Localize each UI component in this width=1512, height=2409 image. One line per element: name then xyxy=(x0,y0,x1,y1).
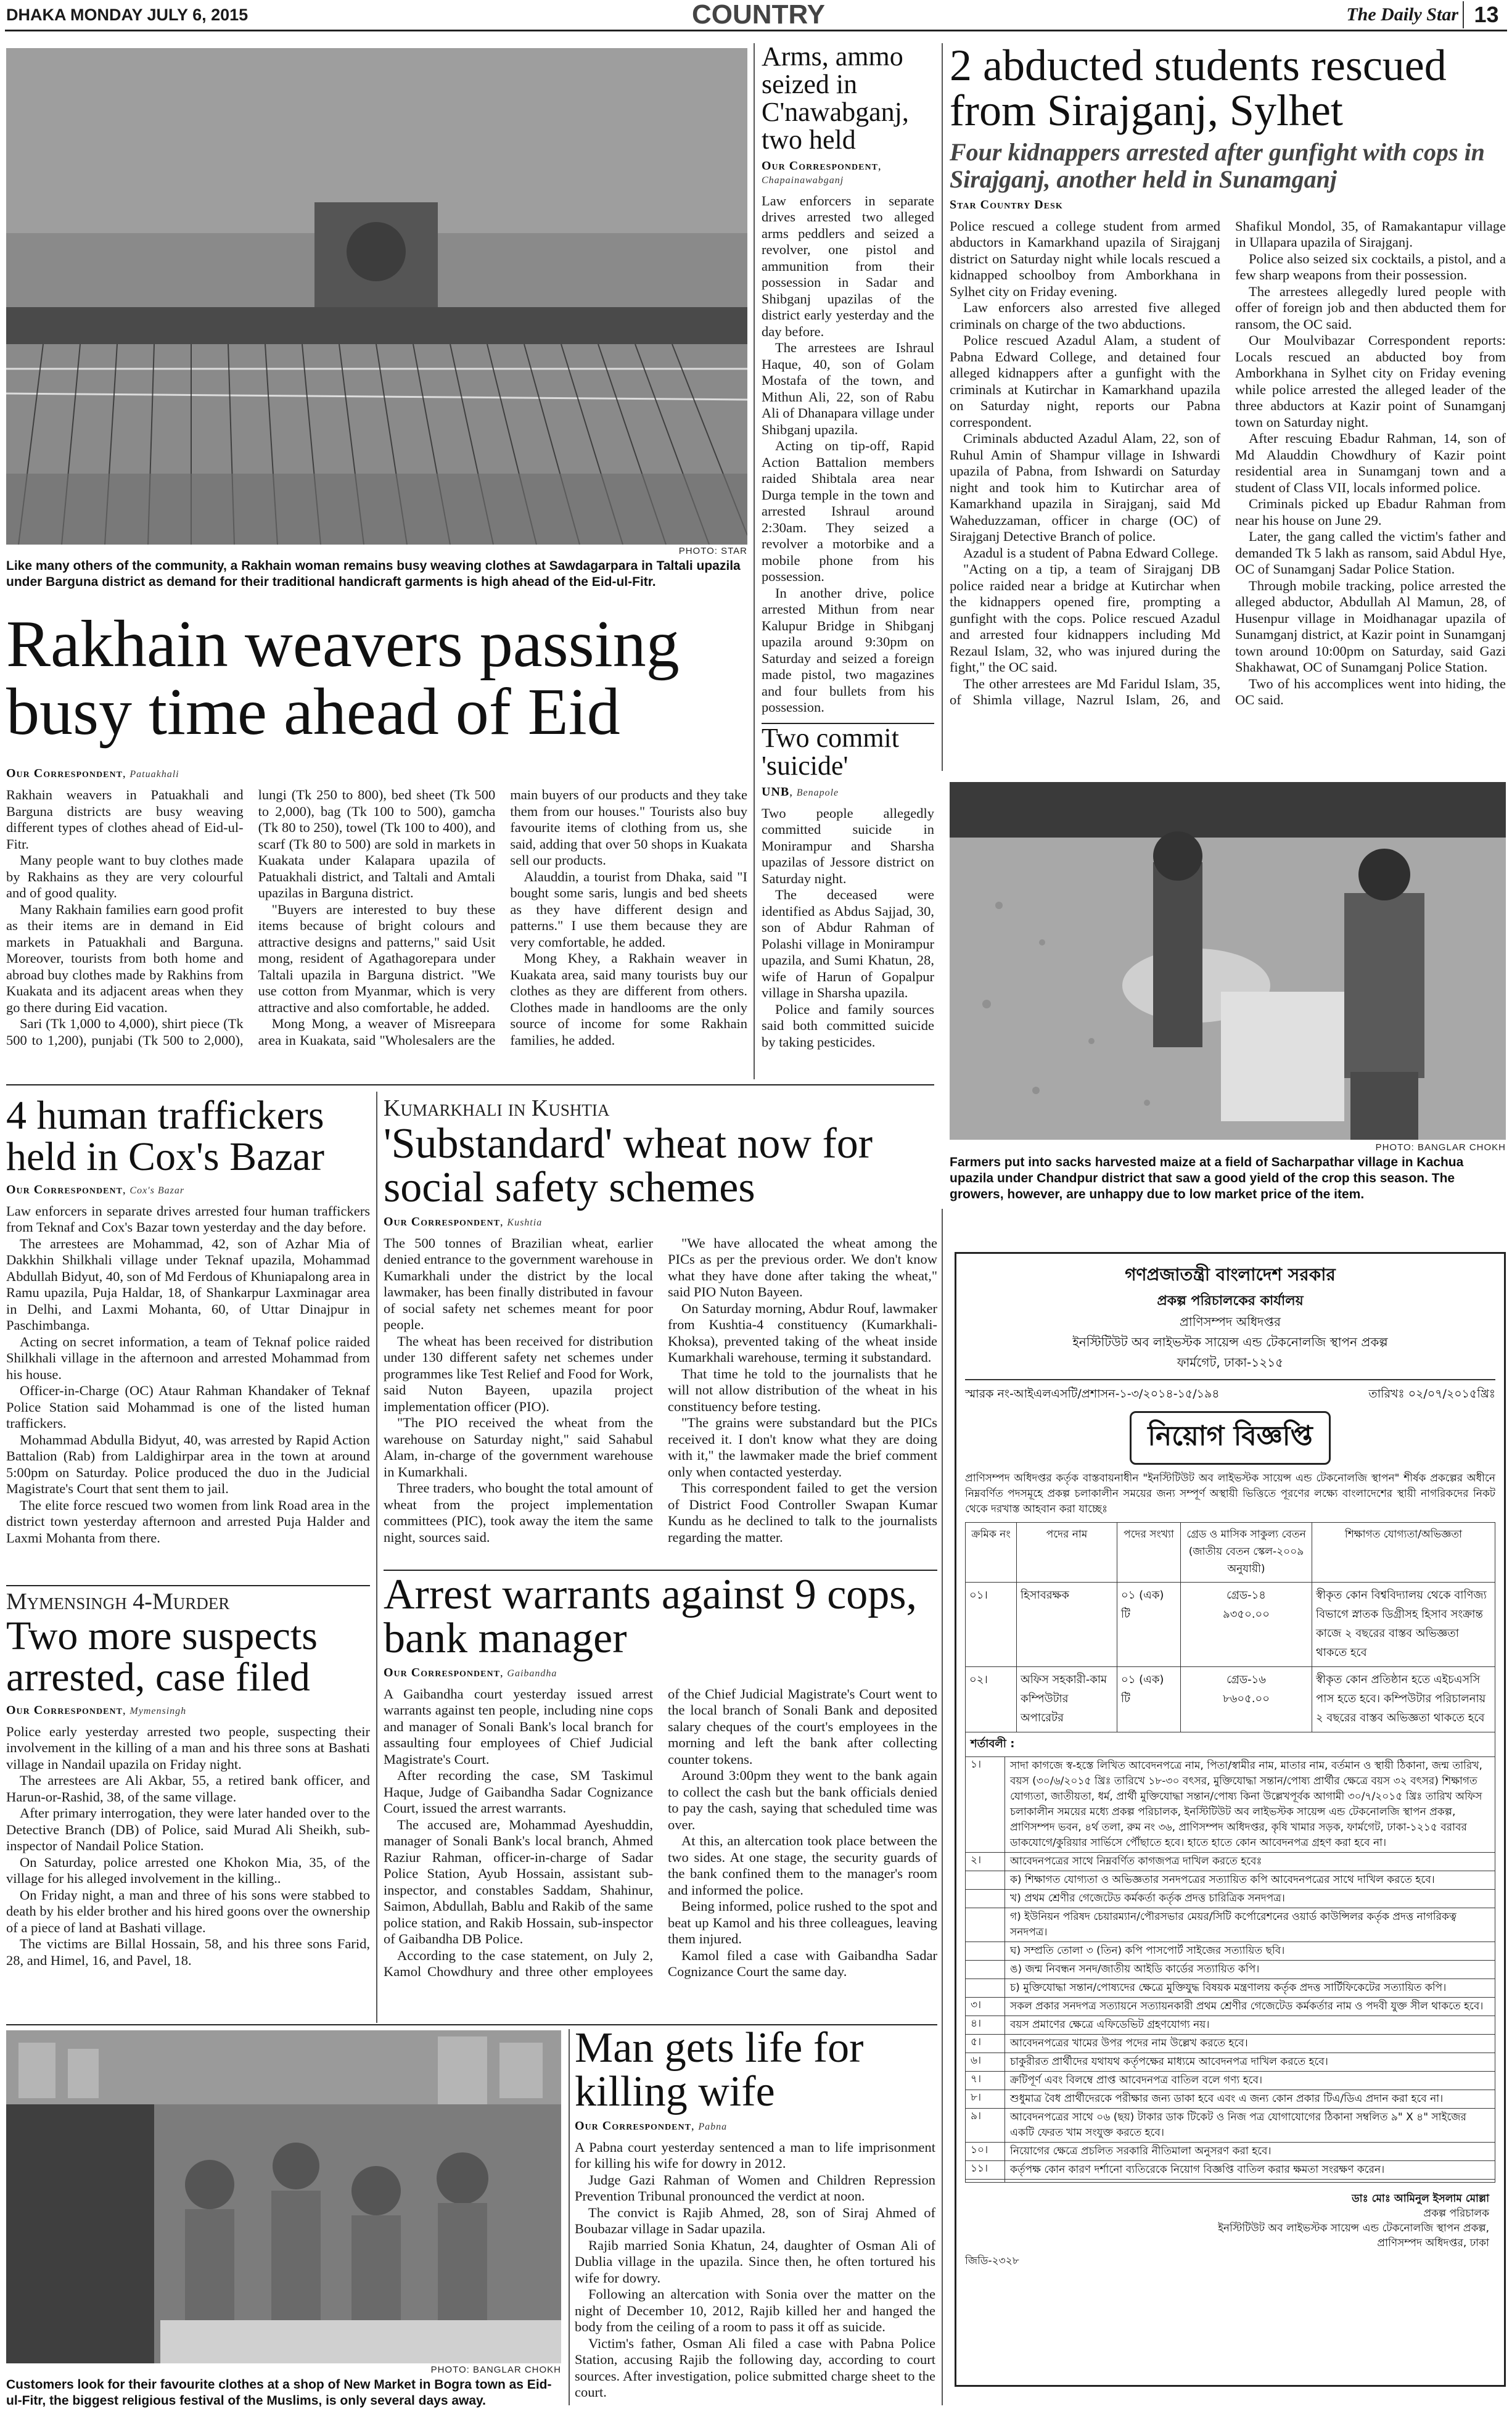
cell-serial: ০১। xyxy=(966,1583,1017,1667)
paragraph: Around 3:00pm they went to the bank again to collect the cash but the bank officials denied to pay the cash, saying that scheduled time was over. xyxy=(668,1768,937,1832)
condition-text: আবেদনপত্রের সাথে ০৬ (ছয়) টাকার ডাক টিকেট ও নিজ পত্র যোগাযোগের ঠিকানা সম্বলিত ৯" X ৪" সাইজের একটি ফেরত খাম সংযুক্ত করতে হবে। xyxy=(1005,2109,1495,2142)
traffickers-body xyxy=(6,1203,370,1547)
warrants-byline-place: Gaibandha xyxy=(507,1668,557,1679)
paragraph: Police rescued a college student from armed abductors in Kamarkhand upazila of Sirajganj district on Saturday night while locals rescued a kidnapped schoolboy from Amborkhana in Sylhet city on Friday evening. xyxy=(950,218,1220,299)
notice-address-line: ফার্মগেট, ঢাকা-১২১৫ xyxy=(1177,1355,1284,1370)
traffickers-headline: 4 human traffickers held in Cox's Bazar xyxy=(6,1095,324,1180)
condition-text: আবেদনপত্রের সাথে নিম্নবর্ণিত কাগজপত্র দাখিল করতে হবেঃ xyxy=(1005,1853,1495,1871)
condition-number: ৩। xyxy=(971,1999,982,2011)
mymensingh-byline-role: Our Correspondent xyxy=(6,1703,123,1717)
column-divider xyxy=(754,43,755,1079)
paragraph: Kamol filed a case with Gaibandha Sadar Cognizance Court the same day. xyxy=(668,1947,937,1980)
wheat-byline-role: Our Correspondent xyxy=(384,1214,500,1229)
pay-text: ৯৩৫০.০০ xyxy=(1223,1608,1270,1621)
suicide-story xyxy=(762,725,934,1076)
paragraph: Many Rakhain families earn good profit as their items are in demand in Eid markets in Patuakhali and Barguna. Moreover, tourists from both home and abroad buy clothes made by Rakhins from Kuakata and its adjacent areas when they go there during Eid vacation. xyxy=(6,901,244,1015)
condition-text: সকল প্রকার সনদপত্র সত্যায়নে সত্যায়নকারী প্রথম শ্রেণীর গেজেটেড কর্মকর্তার নাম ও পদবী যুক্ত সীল থাকতে হবে। xyxy=(1005,1998,1495,2016)
signature-title: প্রকল্প পরিচালক xyxy=(1423,2207,1489,2220)
abducted-headline: 2 abducted students rescued from Sirajganj, Sylhet xyxy=(950,43,1447,136)
paragraph: After primary interrogation, they were later handed over to the Detective Branch (DB) of Police, said Murad Ali Sheikh, sub-inspector of Nandail Police Station. xyxy=(6,1805,370,1854)
paragraph: Our Moulvibazar Correspondent reports: Locals rescued an abducted boy from Amborkhana in Sylhet city on Friday evening while police arrested the alleged leader of the three abductors at Kazir point of Sunamganj town on Saturday night. xyxy=(1235,332,1506,430)
paragraph: The 500 tonnes of Brazilian wheat, earlier denied entrance to the government warehouse in Kumarkhali under the district by the local lawmaker, has been finally distributed in favour of social safety net schemes meant for poor people. xyxy=(384,1235,653,1333)
condition-text: ক) শিক্ষাগত যোগ্যতা ও অভিজ্ঞতার সনদপত্রের সত্যায়িত কপি আবেদনপত্রের সাথে দাখিল করতে হবে। xyxy=(1005,1871,1495,1889)
rakhain-byline-place: Patuakhali xyxy=(129,769,179,780)
condition-row xyxy=(966,1960,1495,1979)
col-serial: ক্রমিক নং xyxy=(966,1523,1017,1583)
rakhain-byline: Our Correspondent, Patuakhali xyxy=(6,767,179,780)
table-header-row xyxy=(966,1523,1495,1583)
condition-number xyxy=(966,1942,1005,1960)
paragraph: Being informed, police rushed to the spot and beat up Kamol and his three colleagues, leaving them injured. xyxy=(668,1898,937,1947)
column-divider xyxy=(942,1209,943,2405)
cell-grade xyxy=(1181,1583,1312,1667)
rakhain-body xyxy=(6,787,747,1064)
conditions-heading: শর্তাবলী : xyxy=(971,1737,1015,1750)
condition-number: ১। xyxy=(971,1758,982,1771)
condition-number xyxy=(966,1961,1005,1979)
paragraph: Acting on secret information, a team of Teknaf police raided Shilkhali village in the afternoon and arrested Mohammad from his house. xyxy=(6,1333,370,1382)
paragraph: Police also seized six cocktails, a pistol, and a few sharp weapons from their possession. xyxy=(1235,250,1506,283)
paragraph: The elite force rescued two women from link Road area in the district town yesterday afternoon and arrested Puja Halder and Laxmi Mohanta from there. xyxy=(6,1497,370,1546)
weaver-photo xyxy=(6,48,747,545)
paragraph: Azadul is a student of Pabna Edward College. xyxy=(963,545,1218,561)
paragraph: Mong Mong, a weaver of Misreepara area in Kuakata, said "Wholesalers are the main buyers of our products and they take them from our houses." Tourists also buy favourite items of clothing from us, she said, adding that over 50 shops in Kuakata sell our products. xyxy=(258,787,747,1048)
notice-office-line: প্রকল্প পরিচালকের কার্যালয় xyxy=(1157,1293,1304,1309)
notice-signature xyxy=(965,2191,1495,2250)
paragraph: The victims are Billal Hossain, 58, and his three sons Farid, 28, and Himel, 16, and Pavel, 18. xyxy=(6,1936,370,1968)
mymensingh-story xyxy=(6,1588,370,2038)
condition-row xyxy=(966,2071,1495,2090)
paragraph: A Gaibandha court yesterday issued arrest warrants against ten people, including nine cops and manager of Sonali Bank's local branch for assaulting four employees of Chief Judicial Magistrate's Court. xyxy=(384,1686,653,1767)
paragraph: Law enforcers in separate drives arrested two alleged arms peddlers and seized a revolver, one pistol and ammunition from their possession in Sadar and Shibganj upazilas of the district early yesterday and the day before. xyxy=(762,192,934,339)
condition-row xyxy=(966,2016,1495,2034)
paragraph: On Friday night, a man and three of his sons were stabbed to death by his elder brother and his hired goons over the ownership of a piece of land at Bashati village. xyxy=(6,1887,370,1935)
paragraph: Criminals abducted Azadul Alam, 22, son of Ruhul Amin of Shampur village in Ishwardi upazila of Pabna, from Ishwardi on Saturday night and took him to Kutirchar area of Kamarkhand upazila in Sirajganj, said Md Waheduzzaman, officer in charge (OC) of Sirajganj Detective Branch of police. xyxy=(950,430,1220,545)
signature-dept: প্রাণিসম্পদ অধিদপ্তর, ঢাকা xyxy=(1377,2237,1489,2249)
paragraph: Criminals picked up Ebadur Rahman from near his house on June 29. xyxy=(1235,496,1506,528)
traffickers-byline: Our Correspondent, Cox's Bazar xyxy=(6,1182,185,1196)
dateline: DHAKA MONDAY JULY 6, 2015 xyxy=(6,6,249,24)
traffickers-byline-role: Our Correspondent xyxy=(6,1182,123,1196)
cell-count: ০১ (এক) টি xyxy=(1117,1667,1181,1732)
paragraph: Police rescued Azadul Alam, a student of Pabna Edward College, and detained four alleged kidnappers after a gunfight with the criminals at Kutirchar in Kamarkhand upazila on Saturday night, reports our Pabna correspondent. xyxy=(950,332,1220,430)
page-number: 13 xyxy=(1463,1,1509,28)
rakhain-byline-role: Our Correspondent xyxy=(6,767,123,780)
condition-number: ৭। xyxy=(971,2073,982,2085)
cell-serial: ০২। xyxy=(966,1667,1017,1732)
wheat-byline-place: Kushtia xyxy=(507,1217,543,1228)
grade-text: গ্রেড-১৪ xyxy=(1226,1589,1266,1602)
wheat-headline: 'Substandard' wheat now for social safety schemes xyxy=(384,1120,873,1212)
condition-row xyxy=(966,2034,1495,2053)
wife-headline: Man gets life for killing wife xyxy=(575,2026,864,2116)
notice-memo-row xyxy=(965,1385,1495,1405)
condition-row xyxy=(966,1979,1495,1997)
paragraph: Many people want to buy clothes made by Rakhains as they are very colourful and of good quality. xyxy=(6,852,244,900)
maize-photo-caption: Farmers put into sacks harvested maize at a field of Sacharpathar village in Kachua upazila under Chandpur district that saw a good yield of the crop this season. The growers, however, are unhappy due to low market price of the item. xyxy=(950,1155,1464,1201)
condition-row xyxy=(966,2053,1495,2071)
mymensingh-kicker: Mymensingh 4-Murder xyxy=(6,1589,230,1615)
paragraph: According to the case statement, on July 2, Kamol Chowdhury and three other employees of the Chief Judicial Magistrate's Court went to the local branch of Sonali Bank and deposited salary cheques of the court's employees in the morning and left the bank after collecting counter tokens. xyxy=(384,1686,937,1980)
condition-number xyxy=(966,1871,1005,1889)
abducted-body xyxy=(950,218,1506,749)
suicide-body xyxy=(762,805,934,1051)
column-divider xyxy=(569,2029,570,2405)
paragraph: "We have allocated the wheat among the PICs as per the previous order. We don't know what they have done after taking the wheat," said PIO Nuton Bayeen. xyxy=(668,1235,937,1300)
masthead: The Daily Star xyxy=(1346,4,1458,25)
col-grade: গ্রেড ও মাসিক সাকুল্য বেতন (জাতীয় বেতন স্কেল-২০০৯ অনুযায়ী) xyxy=(1181,1523,1312,1583)
condition-text: চাকুরীরত প্রার্থীদের যথাযথ কর্তৃপক্ষের মাধ্যমে আবেদনপত্র দাখিল করতে হবে। xyxy=(1005,2053,1495,2071)
condition-number: ৯। xyxy=(971,2110,982,2122)
rakhain-story xyxy=(6,767,747,1075)
paragraph: Acting on tip-off, Rapid Action Battalion members raided Shibtala area near Durga temple in the town and arrested Ishraul around 2:30am. They seized a revolver a motorbike and a mobile phone from his possession. xyxy=(762,438,934,584)
section-separator xyxy=(6,1084,934,1085)
paragraph: Through mobile tracking, police arrested the alleged abductor, Abdullah Al Mamun, 28, of Husenpur village in Moidhanagar upazila of Sunamganj district, at Kazir point in Sunamganj town around 10:00pm on Saturday, said Gazi Shakhawat, OC of Sunamganj Police Station. xyxy=(1235,577,1506,675)
condition-text: গ) ইউনিয়ন পরিষদ চেয়ারম্যান/পৌরসভার মেয়র/সিটি কর্পোরেশনের ওয়ার্ড কাউন্সিলর কর্তৃক প্রদত্ত নাগরিকত্ব সনদপত্র। xyxy=(1005,1908,1495,1942)
market-photo-caption: Customers look for their favourite clothes at a shop of New Market in Bogra town as Eid-ul-Fitr, the biggest religious festival of the Muslims, is only several days away. xyxy=(6,2378,552,2408)
condition-row xyxy=(966,1908,1495,1942)
traffickers-separator xyxy=(6,1585,370,1586)
column-divider xyxy=(942,43,943,771)
condition-text: বয়স প্রমাণের ক্ষেত্রে এফিডেভিট গ্রহণযোগ্য নয়। xyxy=(1005,2016,1495,2034)
paragraph: Sari (Tk 1,000 to 4,000), shirt piece (Tk 500 to 1,200), punjabi (Tk 500 to 2,000), lungi (Tk 250 to 800), bed sheet (Tk 500 to 2,000), bag (Tk 100 to 500), gamcha (Tk 80 to 250), towel (Tk 100 to 400), and scarf (Tk 80 to 500) are sold in markets in Kuakata under Kalapara upazila of Patuakhali district, and Taltali and Amtali upazilas in Barguna district. xyxy=(6,787,496,1048)
paragraph: Police early yesterday arrested two people, suspecting their involvement in the killing of a man and his three sons at Bashati village in Nandail upazila on Friday night. xyxy=(6,1723,370,1772)
suicide-byline-role: UNB xyxy=(762,784,790,799)
condition-number xyxy=(966,1908,1005,1942)
wheat-byline: Our Correspondent, Kushtia xyxy=(384,1214,543,1229)
suicide-headline: Two commit 'suicide' xyxy=(762,725,900,781)
condition-number: ২। xyxy=(971,1854,982,1866)
traffickers-byline-place: Cox's Bazar xyxy=(129,1185,185,1196)
wheat-story xyxy=(384,1095,937,1570)
cell-post: অফিস সহকারী-কাম কম্পিউটার অপারেটর xyxy=(1017,1667,1117,1732)
paragraph: On Saturday morning, Abdur Rouf, lawmaker from Kushtia-4 constituency (Kumarkhali-Khoksa), prevented taking of the wheat inside Kumarkhali warehouse, terming it substandard. xyxy=(668,1300,937,1365)
condition-text: আবেদনপত্রের খামের উপর পদের নাম উল্লেখ করতে হবে। xyxy=(1005,2035,1495,2053)
suicide-byline-place: Benapole xyxy=(796,787,839,798)
arms-byline-role: Our Correspondent xyxy=(762,159,878,173)
wife-byline: Our Correspondent, Pabna xyxy=(575,2119,728,2133)
paragraph: Law enforcers also arrested five alleged criminals on charge of the two abductions. xyxy=(950,300,1220,332)
condition-text xyxy=(1005,2180,1495,2182)
paragraph: Two of his accomplices went into hiding, the OC said. xyxy=(1235,675,1506,708)
market-photo-credit: PHOTO: BANGLAR CHOKH xyxy=(430,2365,561,2375)
condition-row xyxy=(966,1942,1495,1960)
wife-byline-place: Pabna xyxy=(698,2121,728,2132)
notice-code: জিডি-২৩২৮ xyxy=(965,2255,1019,2267)
paragraph: After recording the case, SM Taskimul Haque, Judge of Gaibandha Sadar Cognizance Court, issued the arrest warrants. xyxy=(384,1768,653,1816)
col-post: পদের নাম xyxy=(1017,1523,1117,1583)
col-count: পদের সংখ্যা xyxy=(1117,1523,1181,1583)
signature-project: ইনস্টিটিউট অব লাইভস্টক সায়েন্স এন্ড টেকনোলজি স্থাপন প্রকল্প, xyxy=(1218,2222,1489,2234)
paragraph: That time he told to the journalists that he will not allow distribution of the wheat in his constituency before testing. xyxy=(668,1365,937,1414)
notice-conditions xyxy=(965,1732,1495,2183)
wheat-kicker: Kumarkhali in Kushtia xyxy=(384,1095,610,1121)
condition-row xyxy=(966,2090,1495,2108)
paragraph: In another drive, police arrested Mithun from near Kalupur Bridge in Shibganj upazila around 9:30pm on Saturday and seized a foreign made pistol, two magazines and four bullets from his possession. xyxy=(762,585,934,715)
notice-memo: স্মারক নং-আইএলএসটি/প্রশাসন-১-৩/২০১৪-১৫/১৯৪ xyxy=(965,1387,1220,1401)
paragraph: The deceased were identified as Abdus Sajjad, 30, son of Abdur Rahman of Polashi village in Monirampur upazila, and Sumi Khatun, 28, wife of Harun of Gopalpur village in Sharsha upazila. xyxy=(762,887,934,1001)
mymensingh-byline: Our Correspondent, Mymensingh xyxy=(6,1703,187,1717)
warrants-body xyxy=(384,1686,937,2007)
condition-row xyxy=(966,1871,1495,1889)
abducted-byline-role: Star Country Desk xyxy=(950,197,1063,212)
notice-posts-table xyxy=(965,1522,1495,1732)
traffickers-story xyxy=(6,1095,370,1582)
mymensingh-byline-place: Mymensingh xyxy=(129,1705,187,1716)
paragraph: Two people allegedly committed suicide in Monirampur and Sharsha upazilas of Jessore district on Saturday night. xyxy=(762,805,934,886)
cell-qualification: স্বীকৃত কোন বিশ্ববিদ্যালয় থেকে বাণিজ্য বিভাগে স্নাতক ডিগ্রীসহ হিসাব সংক্রান্ত কাজে ২ বছরের বাস্তব অভিজ্ঞতা থাকতে হবে xyxy=(1312,1583,1495,1667)
warrants-byline: Our Correspondent, Gaibandha xyxy=(384,1665,557,1679)
paragraph: A Pabna court yesterday sentenced a man to life imprisonment for killing his wife for dowry in 2012. xyxy=(575,2139,935,2172)
cell-count: ০১ (এক) টি xyxy=(1117,1583,1181,1667)
condition-row xyxy=(966,2160,1495,2179)
weaver-photo-credit: PHOTO: STAR xyxy=(678,546,747,556)
paragraph: Following an altercation with Sonia over the matter on the night of December 10, 2012, Rajib killed her and hanged the body from the ceiling of a room to pass it off as suicide. xyxy=(575,2286,935,2335)
condition-number xyxy=(966,2180,1005,2182)
wife-story xyxy=(575,2026,935,2408)
paragraph: On Saturday, police arrested one Khokon Mia, 35, of the village for his alleged involvement in the killing.. xyxy=(6,1854,370,1887)
column-divider xyxy=(376,1092,377,2023)
notice-title-wrap xyxy=(965,1411,1495,1465)
condition-text: ক্রটিপূর্ণ এবং বিলম্বে প্রাপ্ত আবেদনপত্র বাতিল বলে গণ্য হবে। xyxy=(1005,2072,1495,2090)
abducted-story xyxy=(950,43,1506,771)
condition-number: ৫। xyxy=(971,2036,982,2048)
paragraph: Mong Khey, a Rakhain weaver in Kuakata area, said many tourists buy our clothes as they are different from others. Clothes made in handlooms are the only source of income for some Rakhain families, he added. xyxy=(510,950,747,1048)
condition-number: ১০। xyxy=(971,2144,988,2156)
paragraph: The accused are, Mohammad Ayeshuddin, manager of Sonali Bank's local branch, Ahmed Raziur Rahman, officer-in-charge of Sadar Police Station, Ayub Hossain, assistant sub-inspector, and constables Saddam, Shahinur, Saimon, Abdullah, Bablu and Rakib of the same police station, and Rakib Hossain, sub-inspector of Gaibandha DB Police. xyxy=(384,1816,653,1947)
condition-row xyxy=(966,1852,1495,1871)
cell-post: হিসাবরক্ষক xyxy=(1017,1583,1117,1667)
condition-text: ঙ) জন্ম নিবন্ধন সনদ/জাতীয় আইডি কার্ডের সত্যায়িত কপি। xyxy=(1005,1961,1495,1979)
paragraph: Judge Gazi Rahman of Women and Children Repression Prevention Tribunal pronounced the verdict at noon. xyxy=(575,2172,935,2204)
paragraph: The other arrestees are Md Faridul Islam, 35, of Shimla village, Nazrul Islam, 26, and Shafikul Mondol, 35, of Ramakantapur village in Ullapara upazila of Sirajganj. xyxy=(950,218,1506,708)
notice-govt-line: গণপ্রজাতন্ত্রী বাংলাদেশ সরকার xyxy=(1125,1264,1336,1285)
grade-text: গ্রেড-১৬ xyxy=(1226,1673,1266,1686)
notice-date: তারিখঃ ০২/০৭/২০১৫খ্রিঃ xyxy=(1368,1387,1495,1401)
notice-header xyxy=(965,1261,1495,1380)
paragraph: Rakhain weavers in Patuakhali and Barguna districts are busy weaving different types of clothes ahead of Eid-ul-Fitr. xyxy=(6,787,244,852)
maize-photo-illustration xyxy=(950,782,1506,1140)
notice-project-line: ইনস্টিটিউট অব লাইভস্টক সায়েন্স এন্ড টেকনোলজি স্থাপন প্রকল্প xyxy=(1072,1335,1388,1349)
warrants-story xyxy=(384,1573,937,2017)
table-row xyxy=(966,1583,1495,1667)
paragraph: "Acting on a tip, a team of Sirajganj DB police raided near a bridge at Kutirchar when the kidnappers opened fire, prompting a gunfight with the cops. Police rescued Azadul and arrested four kidnappers including Md Rezaul Islam, 32, who was injured during the fight," the OC said. xyxy=(950,561,1220,675)
condition-row xyxy=(966,2108,1495,2142)
condition-number: ৬। xyxy=(971,2054,982,2067)
suicide-byline: UNB, Benapole xyxy=(762,784,839,799)
paragraph: Police and family sources said both committed suicide by taking pesticides. xyxy=(762,1001,934,1050)
paragraph: "The grains were substandard but the PICs received it. I don't know what they are doing with it," the lawmaker made the brief comment only when contacted yesterday. xyxy=(668,1415,937,1480)
rakhain-headline: Rakhain weavers passing busy time ahead of Eid xyxy=(6,611,680,749)
wife-body xyxy=(575,2139,935,2401)
paragraph: The arrestees are Mohammad, 42, son of Azhar Mia of Dakkhin Shilkhali village under Teknaf upazila, Mohammad Abdullah Bidyut, 40, son of Md Ferdous of Khuniapalong area in Ramu upazila, Puja Haldar, 18, of Shankarpur Laxminagar area in Delhi, and Laxmi Mohanta, 60, of Uttar Dinajpur in Paschimbanga. xyxy=(6,1235,370,1333)
condition-number xyxy=(966,1979,1005,1997)
paragraph: Officer-in-Charge (OC) Ataur Rahman Khandaker of Teknaf Police Station said Mohammad is one of the listed human traffickers. xyxy=(6,1383,370,1431)
condition-number: ৮। xyxy=(971,2091,982,2104)
section-label: COUNTRY xyxy=(692,0,825,30)
condition-row xyxy=(966,1997,1495,2016)
arms-byline: Our Correspondent, Chapainawabganj xyxy=(762,159,882,186)
paragraph: Later, the gang called the victim's father and demanded Tk 5 lakh as ransom, said Abdul Hye, OC of Sunamganj Sadar Police Station. xyxy=(1235,529,1506,577)
condition-number xyxy=(966,1890,1005,1908)
paragraph: Victim's father, Osman Ali filed a case with Pabna Police Station, accusing Rajib the following day, according to court sources. After investigation, police submitted charge sheet to the court. xyxy=(575,2335,935,2400)
abducted-byline xyxy=(950,198,1506,212)
paragraph: Mohammad Abdulla Bidyut, 40, was arrested by Rapid Action Battalion (Rab) from Laldighirpar area in the town at around 5:00pm on Saturday. Police produced the duo in the Judicial Magistrate's Court that sent them to jail. xyxy=(6,1431,370,1497)
paragraph: After rescuing Ebadur Rahman, 14, son of Md Alauddin Chowdhury of Kazir point residential area in Sunamganj town and a student of Class VII, locals informed police. xyxy=(1235,430,1506,495)
paragraph: The convict is Rajib Ahmed, 28, son of Siraj Ahmed of Boubazar village in Sadar upazila. xyxy=(575,2204,935,2237)
mymensingh-headline: Two more suspects arrested, case filed xyxy=(6,1613,318,1700)
mymensingh-body xyxy=(6,1724,370,1969)
weaver-photo-caption: Like many others of the community, a Rakhain woman remains busy weaving clothes at Sawdagarpara in Taltali upazila under Barguna district as demand for their traditional handicraft garments is high ahead of the Eid-ul-Fitr. xyxy=(6,559,741,589)
maize-photo-credit: PHOTO: BANGLAR CHOKH xyxy=(1375,1142,1506,1153)
condition-row xyxy=(966,1756,1495,1852)
notice-dept-line: প্রাণিসম্পদ অধিদপ্তর xyxy=(1180,1314,1281,1329)
notice-title: নিয়োগ বিজ্ঞপ্তি xyxy=(1130,1411,1330,1465)
paragraph: The wheat has been received for distribution under 130 different safety net schemes under programmes like Test Relief and Food for Work, said Nuton Bayeen, upazila project implementation officer (PIO). xyxy=(384,1333,653,1414)
header-rule xyxy=(5,30,1507,31)
cell-qualification: স্বীকৃত কোন প্রতিষ্ঠান হতে এইচএসসি পাস হতে হবে। কম্পিউটার পরিচালনায় ২ বছরের বাস্তব অভিজ্ঞতা থাকতে হবে xyxy=(1312,1667,1495,1732)
paragraph: Rajib married Sonia Khatun, 24, daughter of Osman Ali of Dublia village in the upazila. Since then, he often tortured his wife for dowry. xyxy=(575,2237,935,2286)
condition-text: খ) প্রথম শ্রেণীর গেজেটেড কর্মকর্তা কর্তৃক প্রদত্ত চারিত্রিক সনদপত্র। xyxy=(1005,1890,1495,1908)
paragraph: Law enforcers in separate drives arrested four human traffickers from Teknaf and Cox's Bazar town yesterday and the day before. xyxy=(6,1203,370,1235)
weaver-photo-illustration xyxy=(6,48,747,545)
condition-text: চ) মুক্তিযোদ্ধা সন্তান/পোষ্যদের ক্ষেত্রে মুক্তিযুদ্ধ বিষয়ক মন্ত্রণালয় কর্তৃক প্রদত্ত সার্টিফিকেটের সত্যায়িত কপি। xyxy=(1005,1979,1495,1997)
wheat-separator xyxy=(384,1570,937,1571)
paragraph: "The PIO received the wheat from the warehouse on Saturday night," said Sahabul Alam, in-charge of the government warehouse in Kumarkhali. xyxy=(384,1415,653,1480)
paragraph: Three traders, who bought the total amount of wheat from the project implementation committees (PIC), took away the item the same night, sources said. xyxy=(384,1480,653,1545)
condition-text: নিয়োগের ক্ষেত্রে প্রচলিত সরকারি নীতিমালা অনুসরণ করা হবে। xyxy=(1005,2143,1495,2160)
cell-grade xyxy=(1181,1667,1312,1732)
signature-name: ডাঃ মোঃ আমিনুল ইসলাম মোল্লা xyxy=(1352,2193,1489,2205)
arms-byline-place: Chapainawabganj xyxy=(762,175,844,186)
market-photo-illustration xyxy=(6,2030,561,2363)
paragraph: The arrestees are Ishraul Haque, 40, son of Golam Mostafa of the town, and Mithun Ali, 22, son of Rabu Ali of Dhanapara village under Shibganj upazila. xyxy=(762,340,934,437)
condition-text: সাদা কাগজে স্ব-হস্তে লিখিত আবেদনপত্রে নাম, পিতা/স্বামীর নাম, মাতার নাম, বর্তমান ও স্থায়ী ঠিকানা, জন্ম তারিখ, বয়স (৩০/৬/২০১৫ খ্রিঃ তারিখে ১৮-৩০ বৎসর, মুক্তিযোদ্ধা সন্তান/পোষ্য প্রার্থীর ক্ষেত্রে বয়স ৩২ বৎসর) শিক্ষাগত যোগ্যতা, জাতীয়তা, ধর্ম, প্রার্থী মুক্তিযোদ্ধা সন্তান/পোষ্য কিনা উল্লেখপূর্বক আগামী ৩০/৭/২০১৫ খ্রিঃ তারিখ অফিস চলাকালীন সময়ের মধ্যে প্রকল্প পরিচালক, ইনস্টিটিউট অব লাইভস্টক সায়েন্স এন্ড টেকনোলজি স্থাপন প্রকল্প, প্রাণিসম্পদ ভবন, ৪র্থ তলা, রুম নং ৩৬, প্রাণিসম্পদ অধিদপ্তর, কৃষি খামার সড়ক, ফার্মগেট, ঢাকা-১২১৫ বরাবর ডাকযোগে/কুরিয়ার সার্ভিসে পৌঁছাতে হবে। হাতে হাতে কোন আবেদনপত্র গ্রহণ করা হবে না। xyxy=(1005,1757,1495,1852)
table-row xyxy=(966,1667,1495,1732)
paragraph: Alauddin, a tourist from Dhaka, said "I bought some saris, lungis and bed sheets as they have different design and patterns." I use them because they are very comfortable, he added. xyxy=(510,868,747,950)
condition-number: ৪। xyxy=(971,2017,982,2030)
notice-intro: প্রাণিসম্পদ অধিদপ্তর কর্তৃক বাস্তবায়নাধীন "ইনস্টিটিউট অব লাইভস্টক সায়েন্স এন্ড টেকনোলজি স্থাপন" শীর্ষক প্রকল্পের অধীনে নিম্নবর্ণিত পদসমূহে প্রকল্প চলাকালীন সময়ের জন্য সম্পূর্ণ অস্থায়ী ভিত্তিতে পূরণের লক্ষ্যে বাংলাদেশের স্থায়ী নাগরিকদের নিকট থেকে দরখাস্ত আহবান করা যাচ্ছেঃ xyxy=(965,1472,1495,1515)
condition-text: শুধুমাত্র বৈধ প্রার্থীদেরকে পরীক্ষার জন্য ডাকা হবে এবং এ জন্য কোন প্রকার টিএ/ডিএ প্রদান করা হবে না। xyxy=(1005,2090,1495,2108)
condition-row xyxy=(966,2179,1495,2182)
condition-row xyxy=(966,2142,1495,2160)
paragraph: "Buyers are interested to buy these items because of bright colours and attractive designs and patterns," said Usit mong, resident of Agathagorepara under Taltali upazila in Barguna district. "We use cotton from Myanmar, which is very attractive and also comfortable, he added. xyxy=(258,901,496,1015)
warrants-headline: Arrest warrants against 9 cops, bank manager xyxy=(384,1573,918,1663)
arms-headline: Arms, ammo seized in C'nawabganj, two held xyxy=(762,43,909,155)
section-separator xyxy=(6,2024,937,2025)
condition-text: ঘ) সম্প্রতি তোলা ৩ (তিন) কপি পাসপোর্ট সাইজের সত্যায়িত ছবি। xyxy=(1005,1942,1495,1960)
condition-text: কর্তৃপক্ষ কোন কারণ দর্শানো ব্যতিরেকে নিয়োগ বিজ্ঞপ্তি বাতিল করার ক্ষমতা সংরক্ষণ করেন। xyxy=(1005,2161,1495,2179)
arms-separator xyxy=(762,723,934,724)
paragraph: The arrestees are Ali Akbar, 55, a retired bank officer, and Harun-or-Rashid, 38, of the same village. xyxy=(6,1773,370,1805)
paragraph: At this, an altercation took place between the two sides. At one stage, the security guards of the bank confined them to the manager's room and informed the police. xyxy=(668,1833,937,1898)
condition-number: ১১। xyxy=(971,2162,988,2175)
abducted-subheadline: Four kidnappers arrested after gunfight with cops in Sirajganj, another held in Sunamganj xyxy=(950,138,1485,193)
arms-story xyxy=(762,43,934,728)
paragraph: This correspondent failed to get the version of District Food Controller Swapan Kumar Kundu as he declined to talk to the journalists regarding the matter. xyxy=(668,1480,937,1545)
market-photo xyxy=(6,2030,561,2363)
arms-body xyxy=(762,193,934,716)
condition-row xyxy=(966,1889,1495,1908)
pay-text: ৮৬০৫.০০ xyxy=(1223,1692,1270,1705)
wife-byline-role: Our Correspondent xyxy=(575,2119,691,2133)
warrants-byline-role: Our Correspondent xyxy=(384,1665,500,1679)
col-qualification: শিক্ষাগত যোগ্যতা/অভিজ্ঞতা xyxy=(1312,1523,1495,1583)
recruitment-notice xyxy=(955,1252,1506,2387)
maize-photo xyxy=(950,782,1506,1140)
paragraph: The arrestees allegedly lured people with offer of foreign job and then abducted them for ransom, the OC said. xyxy=(1235,283,1506,332)
wheat-body xyxy=(384,1235,937,1570)
